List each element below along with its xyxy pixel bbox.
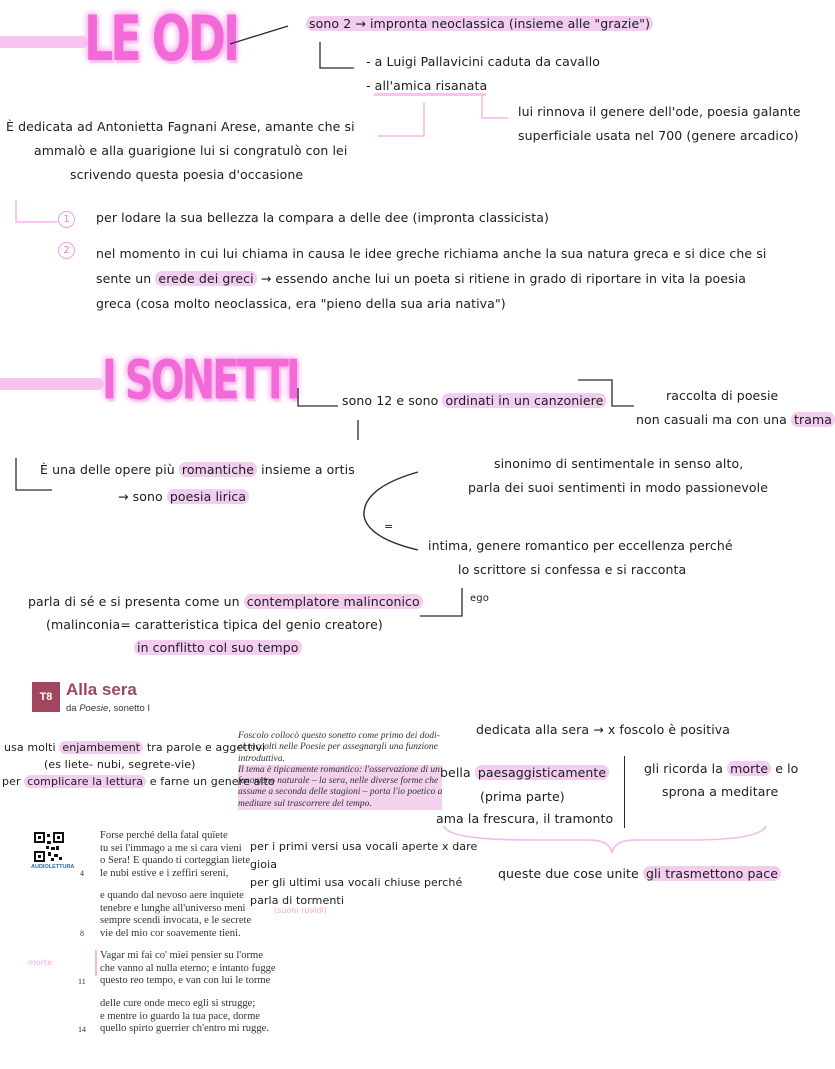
poem-intro	[238, 731, 442, 810]
parla-1	[28, 594, 423, 609]
poem-line: sempre scendi invocata, e le secrete	[100, 915, 252, 927]
sonetti-intro-hl: ordinati in un canzoniere	[442, 393, 606, 408]
poem-source	[66, 703, 150, 714]
poem-line: Forse perché della fatal quïete	[100, 830, 228, 841]
pace-brace	[440, 824, 770, 854]
queste-hl: gli trasmettono pace	[643, 866, 781, 881]
paesaggio-2: (prima parte)	[480, 789, 565, 804]
odi-renew-connector	[480, 92, 510, 122]
line-number-4: 4	[80, 869, 84, 878]
paesaggio-1	[440, 765, 609, 780]
poem-source-title: Poesie	[79, 703, 109, 714]
queste-pre: queste due cose unite	[498, 866, 639, 881]
margin-faint-note-2: (suoni ruvidi)	[274, 906, 327, 915]
margin-faint-note: morte	[28, 958, 53, 967]
odi-renew-2: superficiale usata nel 700 (genere arcadico)	[518, 128, 799, 143]
poem-line: tu sei l'immago a me sì cara vieni	[100, 842, 242, 854]
morte-hl: morte	[727, 761, 771, 776]
raccolta-1: raccolta di poesie	[666, 388, 779, 403]
odi-intro-text: sono 2 → impronta neoclassica (insieme alle "grazie")	[306, 16, 653, 31]
parla-3	[134, 640, 302, 655]
audio-label: AUDIOLETTURA	[31, 864, 75, 870]
opere-connector	[12, 418, 362, 494]
poem-line: o Sera! E quando ti corteggian liete	[100, 855, 251, 867]
parla-1-pre: parla di sé e si presenta come un	[28, 594, 240, 609]
enj-3-hl: complicare la lettura	[24, 775, 146, 788]
queste-cose	[498, 866, 781, 881]
odi-title-connector	[228, 22, 290, 46]
poem-stanza-3	[100, 950, 276, 988]
opere-2-hl: poesia lirica	[167, 489, 249, 504]
odi-dedica-1	[6, 119, 355, 134]
paesaggio-hl: paesaggisticamente	[475, 765, 609, 780]
vocali-1: per i primi versi usa vocali aperte x dare	[250, 840, 478, 853]
odi-item2-underline	[374, 93, 486, 96]
odi-point-1: per lodare la sua bellezza la compara a delle dee (impronta classicista)	[96, 210, 549, 225]
poem-intro-line: Il tema è tipicamente romantico: l'osservazione di un	[238, 764, 440, 775]
odi-intro	[306, 16, 653, 31]
ego-connector	[418, 586, 468, 622]
line-number-11: 11	[78, 977, 86, 986]
odi-point-2b-post: → essendo anche lui un poeta si ritiene in grado di riportare in vita la poesia	[260, 271, 746, 286]
sinonimo-1: sinonimo di sentimentale in senso alto,	[494, 456, 744, 471]
vocali-3: per gli ultimi usa vocali chiuse perché	[250, 876, 463, 889]
divider-vertical	[624, 756, 625, 828]
poem-line: questo reo tempo, e van con lui le torme	[100, 975, 271, 987]
opere-1-hl: romantiche	[179, 462, 257, 477]
canzoniere-connector	[576, 376, 636, 412]
poem-intro-line: introduttiva.	[238, 753, 285, 764]
line-number-14: 14	[78, 1025, 86, 1034]
ama-frescura: ama la frescura, il tramonto	[436, 811, 614, 826]
opere-1-pre: È una delle opere più	[40, 462, 175, 477]
vocali-4: parla di tormenti	[250, 894, 344, 907]
poem-intro-line: Foscolo collocò questo sonetto come primo dei dodi-	[238, 731, 440, 741]
raccolta-2-hl: trama	[791, 412, 835, 427]
poem-stanza-2	[100, 890, 251, 940]
poem-line: delle cure onde meco egli si strugge;	[100, 998, 256, 1009]
opere-2	[118, 489, 249, 504]
enj-1-post: tra parole e aggettivi	[146, 741, 266, 754]
dedicata-sera: dedicata alla sera → x foscolo è positiva	[476, 722, 731, 737]
poem-line: e quando dal nevoso aere inquiete	[100, 890, 244, 901]
sonetti-title-connector	[296, 386, 340, 412]
stanza-3-pink-mark	[95, 950, 97, 976]
enj-3	[2, 775, 275, 788]
intima-2: lo scrittore si confessa e si racconta	[458, 562, 687, 577]
odi-point-2b-hl: erede dei greci	[155, 271, 256, 286]
morte-1	[644, 761, 798, 776]
odi-header-bar	[0, 36, 88, 48]
morte-post: e lo	[775, 761, 799, 776]
enj-2: (es liete- nubi, segrete-vie)	[44, 758, 196, 771]
odi-dedica-pre: È dedicata ad	[6, 119, 93, 134]
poem-intro-line: ci raccolti nelle Poesie per assegnargli una funzione	[238, 742, 438, 753]
intima-1: intima, genere romantico per eccellenza perché	[428, 538, 733, 553]
opere-1	[40, 462, 355, 477]
enj-1-hl: enjambement	[59, 741, 143, 754]
poem-stanza-1	[100, 830, 250, 880]
enj-3-post: e farne un genere alto	[149, 775, 275, 788]
opere-1-post: insieme a ortis	[261, 462, 355, 477]
poem-intro-line: assume a seconda delle stagioni – porta l'io poetico a	[238, 787, 443, 798]
enj-3-pre: per	[2, 775, 21, 788]
poem-badge: T8	[32, 682, 60, 712]
morte-2: sprona a meditare	[662, 784, 779, 799]
odi-point-2b-pre: sente un	[96, 271, 152, 286]
odi-item-2: - all'amica risanata	[366, 78, 488, 93]
parla-3-hl: in conflitto col suo tempo	[134, 640, 302, 655]
parla-1-hl: contemplatore malinconico	[244, 594, 423, 609]
sonetti-header-bar	[0, 378, 104, 390]
poem-line: che vanno al nulla eterno; e intanto fugge	[100, 962, 276, 974]
sinonimo-2: parla dei suoi sentimenti in modo passionevole	[468, 480, 768, 495]
poem-line: quello spirto guerrier ch'entro mi rugge.	[100, 1023, 270, 1035]
sonetti-intro	[342, 393, 606, 408]
poem-line: tenebre e lunghe all'universo meni	[100, 902, 246, 914]
raccolta-2	[636, 412, 835, 427]
point-2-icon: 2	[58, 242, 75, 259]
qr-code-icon[interactable]	[34, 832, 64, 862]
line-number-8: 8	[80, 929, 84, 938]
point-1-icon: 1	[58, 211, 75, 228]
odi-renew-1: lui rinnova il genere dell'ode, poesia galante	[518, 104, 801, 119]
vocali-2: gioia	[250, 858, 278, 871]
poem-stanza-4	[100, 998, 269, 1036]
odi-dedica-2: ammalò e alla guarigione lui si congratulò con lei	[34, 143, 348, 158]
odi-point-2c: greca (cosa molto neoclassica, era "pieno della sua aria nativa")	[96, 296, 506, 311]
morte-pre: gli ricorda la	[644, 761, 724, 776]
odi-dedica-post: , amante che si	[256, 119, 355, 134]
odi-bracket	[318, 40, 358, 74]
poem-line: vie del mio cor soavemente tieni.	[100, 927, 241, 939]
parla-2: (malinconia= caratteristica tipica del genio creatore)	[46, 617, 383, 632]
poem-line: le nubi estive e i zeffiri sereni,	[100, 867, 229, 879]
equals-sign: =	[384, 520, 394, 533]
poem-source-pre: da	[66, 703, 77, 714]
opere-2-pre: → sono	[118, 489, 163, 504]
lirica-brace	[352, 468, 422, 554]
poem-intro-line: fenomeno naturale – la sera, nelle diverse forme che	[238, 776, 439, 787]
raccolta-2-pre: non casuali ma con una	[636, 412, 787, 427]
sonetti-intro-pre: sono 12 e sono	[342, 393, 439, 408]
odi-dedica-name: Antonietta Fagnani Arese	[96, 119, 257, 134]
poem-line: Vagar mi fai co' miei pensier su l'orme	[100, 950, 263, 961]
ego-label: ego	[470, 593, 489, 604]
odi-title: LE ODI	[84, 2, 238, 75]
paesaggio-pre: bella	[440, 765, 471, 780]
poem-title: Alla sera	[66, 680, 137, 699]
odi-dedica-3: scrivendo questa poesia d'occasione	[70, 167, 304, 182]
odi-points-bracket	[12, 198, 62, 228]
odi-point-2b	[96, 271, 746, 286]
odi-dedica-connector	[376, 100, 428, 140]
poem-line: e mentre io guardo la tua pace, dorme	[100, 1010, 261, 1022]
poem-source-post: , sonetto I	[108, 703, 151, 714]
odi-item-1: - a Luigi Pallavicini caduta da cavallo	[366, 54, 601, 69]
sonetti-title: I SONETTI	[102, 350, 298, 413]
odi-point-2a: nel momento in cui lui chiama in causa le idee greche richiama anche la sua natura greca e si dice che si	[96, 246, 767, 261]
enj-1	[4, 741, 265, 754]
poem-intro-line: meditare sul trascorrere del tempo.	[238, 798, 372, 809]
enj-1-pre: usa molti	[4, 741, 56, 754]
